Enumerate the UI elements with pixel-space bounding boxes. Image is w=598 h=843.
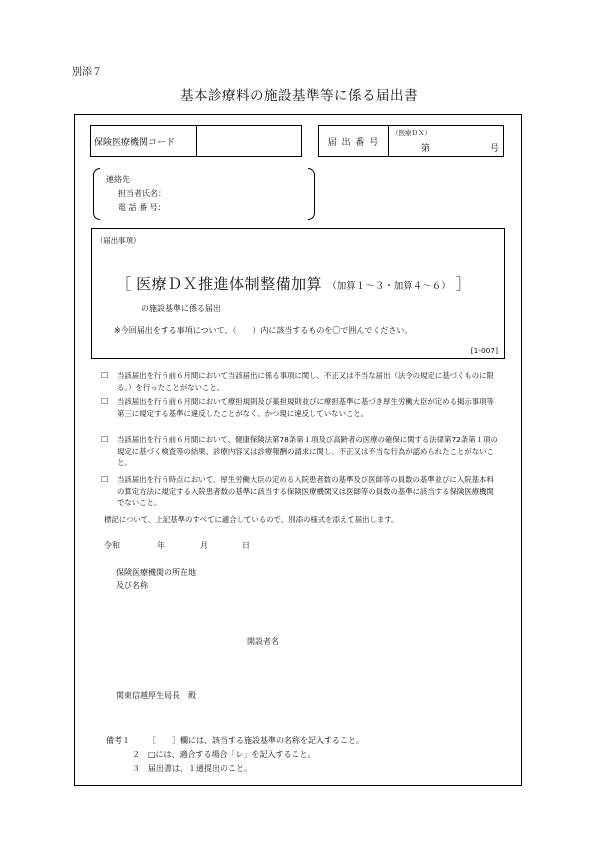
number-go: 号 [489,144,499,154]
note-2-number: ２ [132,750,140,759]
address-label-line2: 及び名称 [116,581,148,590]
item-name: 医療ＤＸ推進体制整備加算 [136,275,323,293]
number-dai: 第 [421,144,431,154]
declaration-text: 当該届出を行う時点において、厚生労働大臣の定める入院患者数の基準及び医師等の員数の基準並びに入院基本料の算定方法に規定する入院患者数の基準に該当する保険医療機関又は医師等の員数の基準に該当する保険医療機関でないこと。 [117,475,494,507]
contact-bracket-left [93,168,100,220]
note-3: 届出書は、１通提出のこと。 [148,764,252,773]
form-code: [1-007] [470,346,498,355]
notes-prefix: 備考１ [106,736,130,745]
note-3-number: ３ [132,764,140,773]
item-subline: の施設基準に係る届出 [141,304,221,313]
annex-label: 別添７ [72,67,102,78]
notification-number-label: 届 出 番 号 [319,126,389,156]
contact-section [93,168,315,220]
institution-code-label: 保険医療機関コード [91,126,197,156]
date-year: 年 [157,541,165,550]
contact-heading: 連絡先 [106,175,130,184]
institution-code-field[interactable] [197,126,301,156]
declaration-item [101,396,500,419]
checkbox[interactable]: ☐ [101,397,109,406]
notification-number-box [318,125,504,157]
bracket-open: ［ [116,275,132,293]
item-sub: （加算１～３・加算４～６） [327,281,451,292]
institution-code-box [90,125,302,157]
date-line [104,540,304,554]
checkbox[interactable]: ☐ [101,371,109,380]
declaration-text: 当該届出を行う前６月間において当該届出に係る事項に関し、不正又は不当な届出（法令の規定に基づくものに限る。）を行ったことがないこと。 [117,371,494,392]
conformity-statement: 標記について、上記基準のすべてに適合しているので、別添の様式を添えて届出します。 [104,515,399,524]
date-day: 日 [242,541,250,550]
declaration-text: 当該届出を行う前６月間において、健康保険法第78条第１項及び高齢者の医療の確保に関する法律第72条第１項の規定に基づく検査等の結果、診療内容又は診療報酬の請求に関し、不正又は不当な行為が認められたことがないこと。 [117,435,498,467]
declaration-text: 当該届出を行う前６月間において療担規則及び薬担規則並びに療担基準に基づき厚生労働大臣が定める掲示事項等第三に規定する基準に違反したことがなく、かつ現に違反していないこと。 [117,397,494,418]
checkbox[interactable]: ☐ [101,475,109,484]
contact-bracket-right [308,168,315,220]
date-month: 月 [200,541,208,550]
notification-number-field[interactable] [389,126,503,156]
founder-label: 開設者名 [247,637,279,646]
declaration-item [101,474,500,509]
date-era: 令和 [104,541,120,550]
section-label: （届出事項） [96,236,141,245]
address-label-line1: 保険医療機関の所在地 [116,568,196,577]
note-1: ［ ］欄には、該当する施設基準の名称を記入すること。 [148,736,364,745]
notification-matter-box [91,228,505,359]
declaration-item [101,434,500,469]
note-2: □には、適合する場合「レ」を記入すること。 [148,750,316,759]
contact-person-label: 担当者氏名： [118,189,166,198]
document-title: 基本診療料の施設基準等に係る届出書 [180,88,418,104]
notification-number-prefix: （医療ＤＸ） [392,129,431,137]
item-name-line [116,273,471,294]
recipient: 関東信越厚生局長 殿 [116,691,196,700]
checkbox[interactable]: ☐ [101,435,109,444]
instruction-text: ※今回届出をする事項について、（ ）内に該当するものを〇で囲んでください。 [114,326,413,335]
contact-phone-label: 電 話 番 号： [118,203,166,212]
declaration-item [101,370,500,393]
bracket-close: ］ [455,275,471,293]
notes [106,735,506,775]
